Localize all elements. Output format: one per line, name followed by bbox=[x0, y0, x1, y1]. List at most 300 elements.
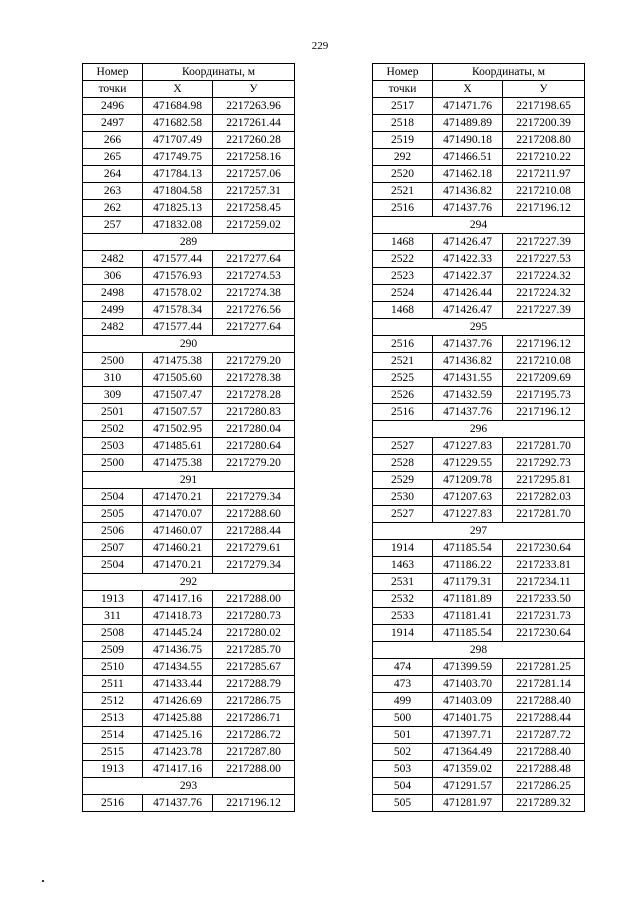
table-row bbox=[373, 268, 585, 285]
table-row bbox=[373, 608, 585, 625]
y-coordinate-cell: 2217282.03 bbox=[503, 489, 585, 506]
y-coordinate-cell: 2217211.97 bbox=[503, 166, 585, 183]
x-coordinate-cell: 471502.95 bbox=[143, 421, 213, 438]
x-coordinate-cell: 471403.70 bbox=[433, 676, 503, 693]
page-number: 229 bbox=[311, 40, 329, 52]
y-coordinate-cell: 2217210.08 bbox=[503, 183, 585, 200]
table-row bbox=[83, 489, 295, 506]
y-coordinate-cell: 2217196.12 bbox=[503, 404, 585, 421]
y-coordinate-cell: 2217288.44 bbox=[503, 710, 585, 727]
x-coordinate-cell: 471470.21 bbox=[143, 489, 213, 506]
table-row bbox=[83, 557, 295, 574]
table-row bbox=[83, 710, 295, 727]
x-coordinate-cell: 471181.41 bbox=[433, 608, 503, 625]
y-coordinate-cell: 2217288.44 bbox=[213, 523, 295, 540]
point-number-cell: 2521 bbox=[373, 183, 433, 200]
table-row bbox=[373, 115, 585, 132]
point-number-cell: 2501 bbox=[83, 404, 143, 421]
point-number-cell: 2527 bbox=[373, 506, 433, 523]
x-coordinate-cell: 471470.07 bbox=[143, 506, 213, 523]
point-number-cell: 2531 bbox=[373, 574, 433, 591]
table-row bbox=[373, 234, 585, 251]
table-row bbox=[83, 217, 295, 234]
point-number-cell: 2513 bbox=[83, 710, 143, 727]
point-number-cell: 502 bbox=[373, 744, 433, 761]
y-coordinate-cell: 2217292.73 bbox=[503, 455, 585, 472]
y-coordinate-cell: 2217259.02 bbox=[213, 217, 295, 234]
table-row bbox=[83, 727, 295, 744]
y-coordinate-cell: 2217279.61 bbox=[213, 540, 295, 557]
y-coordinate-cell: 2217287.72 bbox=[503, 727, 585, 744]
y-coordinate-cell: 2217210.22 bbox=[503, 149, 585, 166]
x-coordinate-cell: 471432.59 bbox=[433, 387, 503, 404]
point-number-cell: 2498 bbox=[83, 285, 143, 302]
point-number-cell: 2499 bbox=[83, 302, 143, 319]
point-number-cell: 2500 bbox=[83, 455, 143, 472]
x-column-header: X bbox=[143, 81, 213, 98]
y-coordinate-cell: 2217258.16 bbox=[213, 149, 295, 166]
x-coordinate-cell: 471229.55 bbox=[433, 455, 503, 472]
x-coordinate-cell: 471490.18 bbox=[433, 132, 503, 149]
point-number-cell: 2496 bbox=[83, 98, 143, 115]
point-number-cell: 504 bbox=[373, 778, 433, 795]
coordinates-header: Координаты, м bbox=[143, 64, 295, 81]
table-row bbox=[83, 268, 295, 285]
x-column-header: X bbox=[433, 81, 503, 98]
table-row bbox=[373, 557, 585, 574]
point-number-header bbox=[373, 64, 433, 81]
point-number-cell: 2528 bbox=[373, 455, 433, 472]
point-number-cell: 1463 bbox=[373, 557, 433, 574]
x-coordinate-cell: 471434.55 bbox=[143, 659, 213, 676]
point-number-header-line1: Номер bbox=[386, 65, 419, 78]
point-number-cell: 2532 bbox=[373, 591, 433, 608]
y-coordinate-cell: 2217233.50 bbox=[503, 591, 585, 608]
y-coordinate-cell: 2217286.71 bbox=[213, 710, 295, 727]
y-coordinate-cell: 2217295.81 bbox=[503, 472, 585, 489]
x-coordinate-cell: 471475.38 bbox=[143, 455, 213, 472]
table-row bbox=[373, 659, 585, 676]
y-coordinate-cell: 2217196.12 bbox=[503, 200, 585, 217]
table-row bbox=[373, 727, 585, 744]
y-coordinate-cell: 2217198.65 bbox=[503, 98, 585, 115]
point-number-cell: 2527 bbox=[373, 438, 433, 455]
y-coordinate-cell: 2217288.48 bbox=[503, 761, 585, 778]
point-number-cell: 266 bbox=[83, 132, 143, 149]
point-number-cell: 1468 bbox=[373, 234, 433, 251]
y-coordinate-cell: 2217279.20 bbox=[213, 353, 295, 370]
point-number-cell: 2510 bbox=[83, 659, 143, 676]
section-number: 297 bbox=[373, 523, 585, 540]
y-coordinate-cell: 2217279.34 bbox=[213, 489, 295, 506]
table-row bbox=[83, 285, 295, 302]
table-row bbox=[373, 302, 585, 319]
table-row bbox=[83, 659, 295, 676]
point-number-cell: 311 bbox=[83, 608, 143, 625]
table-row bbox=[83, 693, 295, 710]
section-row bbox=[373, 642, 585, 659]
table-row bbox=[373, 132, 585, 149]
table-row bbox=[373, 353, 585, 370]
x-coordinate-cell: 471460.21 bbox=[143, 540, 213, 557]
x-coordinate-cell: 471181.89 bbox=[433, 591, 503, 608]
y-coordinate-cell: 2217227.39 bbox=[503, 234, 585, 251]
point-number-cell: 1913 bbox=[83, 761, 143, 778]
section-row bbox=[373, 217, 585, 234]
x-coordinate-cell: 471505.60 bbox=[143, 370, 213, 387]
section-row bbox=[83, 574, 295, 591]
table-row bbox=[373, 251, 585, 268]
x-coordinate-cell: 471489.89 bbox=[433, 115, 503, 132]
y-coordinate-cell: 2217280.04 bbox=[213, 421, 295, 438]
point-number-cell: 2533 bbox=[373, 608, 433, 625]
y-coordinate-cell: 2217210.08 bbox=[503, 353, 585, 370]
y-coordinate-cell: 2217281.70 bbox=[503, 506, 585, 523]
y-coordinate-cell: 2217234.11 bbox=[503, 574, 585, 591]
y-coordinate-cell: 2217227.53 bbox=[503, 251, 585, 268]
point-number-cell: 473 bbox=[373, 676, 433, 693]
table-row bbox=[83, 166, 295, 183]
x-coordinate-cell: 471462.18 bbox=[433, 166, 503, 183]
table-row bbox=[373, 574, 585, 591]
x-coordinate-cell: 471445.24 bbox=[143, 625, 213, 642]
x-coordinate-cell: 471485.61 bbox=[143, 438, 213, 455]
table-row bbox=[373, 540, 585, 557]
y-coordinate-cell: 2217287.80 bbox=[213, 744, 295, 761]
point-number-cell: 2504 bbox=[83, 557, 143, 574]
table-row bbox=[83, 761, 295, 778]
point-number-cell: 2516 bbox=[373, 336, 433, 353]
table-row bbox=[83, 200, 295, 217]
table-row bbox=[83, 353, 295, 370]
point-number-cell: 505 bbox=[373, 795, 433, 812]
point-number-cell: 292 bbox=[373, 149, 433, 166]
y-coordinate-cell: 2217286.75 bbox=[213, 693, 295, 710]
y-coordinate-cell: 2217289.32 bbox=[503, 795, 585, 812]
x-coordinate-cell: 471422.37 bbox=[433, 268, 503, 285]
table-row bbox=[83, 370, 295, 387]
table-row bbox=[373, 183, 585, 200]
point-number-cell: 474 bbox=[373, 659, 433, 676]
x-coordinate-cell: 471436.75 bbox=[143, 642, 213, 659]
x-coordinate-cell: 471804.58 bbox=[143, 183, 213, 200]
x-coordinate-cell: 471475.38 bbox=[143, 353, 213, 370]
point-number-cell: 1914 bbox=[373, 540, 433, 557]
y-coordinate-cell: 2217288.79 bbox=[213, 676, 295, 693]
point-number-cell: 2526 bbox=[373, 387, 433, 404]
point-number-cell: 2500 bbox=[83, 353, 143, 370]
y-coordinate-cell: 2217231.73 bbox=[503, 608, 585, 625]
y-coordinate-cell: 2217224.32 bbox=[503, 268, 585, 285]
table-row bbox=[83, 387, 295, 404]
x-coordinate-cell: 471437.76 bbox=[143, 795, 213, 812]
table-row bbox=[83, 438, 295, 455]
x-coordinate-cell: 471418.73 bbox=[143, 608, 213, 625]
point-number-header bbox=[83, 64, 143, 81]
table-row bbox=[373, 506, 585, 523]
section-number: 290 bbox=[83, 336, 295, 353]
y-coordinate-cell: 2217288.00 bbox=[213, 761, 295, 778]
y-coordinate-cell: 2217288.60 bbox=[213, 506, 295, 523]
x-coordinate-cell: 471185.54 bbox=[433, 540, 503, 557]
table-row bbox=[83, 132, 295, 149]
x-coordinate-cell: 471507.57 bbox=[143, 404, 213, 421]
x-coordinate-cell: 471397.71 bbox=[433, 727, 503, 744]
x-coordinate-cell: 471401.75 bbox=[433, 710, 503, 727]
y-coordinate-cell: 2217285.70 bbox=[213, 642, 295, 659]
y-coordinate-cell: 2217277.64 bbox=[213, 319, 295, 336]
table-row bbox=[373, 778, 585, 795]
point-number-cell: 499 bbox=[373, 693, 433, 710]
point-number-cell: 2523 bbox=[373, 268, 433, 285]
point-number-cell: 2511 bbox=[83, 676, 143, 693]
y-coordinate-cell: 2217280.83 bbox=[213, 404, 295, 421]
y-coordinate-cell: 2217196.12 bbox=[213, 795, 295, 812]
point-number-cell: 2505 bbox=[83, 506, 143, 523]
y-coordinate-cell: 2217196.12 bbox=[503, 336, 585, 353]
x-coordinate-cell: 471399.59 bbox=[433, 659, 503, 676]
y-coordinate-cell: 2217208.80 bbox=[503, 132, 585, 149]
table-body bbox=[373, 98, 585, 812]
table-row bbox=[83, 404, 295, 421]
table-row bbox=[373, 744, 585, 761]
y-coordinate-cell: 2217277.64 bbox=[213, 251, 295, 268]
point-number-cell: 263 bbox=[83, 183, 143, 200]
table-row bbox=[373, 489, 585, 506]
x-coordinate-cell: 471577.44 bbox=[143, 319, 213, 336]
section-number: 294 bbox=[373, 217, 585, 234]
table-row bbox=[373, 795, 585, 812]
x-coordinate-cell: 471425.88 bbox=[143, 710, 213, 727]
table-row bbox=[83, 744, 295, 761]
point-number-cell: 2518 bbox=[373, 115, 433, 132]
y-coordinate-cell: 2217257.06 bbox=[213, 166, 295, 183]
table-row bbox=[83, 115, 295, 132]
x-coordinate-cell: 471425.16 bbox=[143, 727, 213, 744]
x-coordinate-cell: 471749.75 bbox=[143, 149, 213, 166]
point-number-cell: 1914 bbox=[373, 625, 433, 642]
y-coordinate-cell: 2217209.69 bbox=[503, 370, 585, 387]
point-number-cell: 2508 bbox=[83, 625, 143, 642]
table-row bbox=[83, 149, 295, 166]
stray-mark bbox=[42, 880, 44, 882]
x-coordinate-cell: 471460.07 bbox=[143, 523, 213, 540]
y-coordinate-cell: 2217224.32 bbox=[503, 285, 585, 302]
table-row bbox=[373, 370, 585, 387]
point-number-header-line1: Номер bbox=[96, 65, 129, 78]
y-coordinate-cell: 2217278.28 bbox=[213, 387, 295, 404]
x-coordinate-cell: 471423.78 bbox=[143, 744, 213, 761]
section-row bbox=[83, 778, 295, 795]
point-number-cell: 2512 bbox=[83, 693, 143, 710]
x-coordinate-cell: 471684.98 bbox=[143, 98, 213, 115]
table-row bbox=[83, 421, 295, 438]
y-coordinate-cell: 2217274.38 bbox=[213, 285, 295, 302]
table-row bbox=[373, 693, 585, 710]
table-row bbox=[83, 608, 295, 625]
y-coordinate-cell: 2217285.67 bbox=[213, 659, 295, 676]
x-coordinate-cell: 471227.83 bbox=[433, 506, 503, 523]
section-number: 293 bbox=[83, 778, 295, 795]
y-coordinate-cell: 2217276.56 bbox=[213, 302, 295, 319]
x-coordinate-cell: 471471.76 bbox=[433, 98, 503, 115]
section-number: 295 bbox=[373, 319, 585, 336]
x-coordinate-cell: 471364.49 bbox=[433, 744, 503, 761]
x-coordinate-cell: 471784.13 bbox=[143, 166, 213, 183]
table-row bbox=[373, 472, 585, 489]
table-row bbox=[373, 404, 585, 421]
coordinates-header: Координаты, м bbox=[433, 64, 585, 81]
point-number-cell: 2515 bbox=[83, 744, 143, 761]
point-number-header-line2: точки bbox=[83, 81, 143, 98]
x-coordinate-cell: 471185.54 bbox=[433, 625, 503, 642]
table-row bbox=[83, 455, 295, 472]
point-number-cell: 2525 bbox=[373, 370, 433, 387]
table-row bbox=[83, 540, 295, 557]
x-coordinate-cell: 471437.76 bbox=[433, 200, 503, 217]
point-number-cell: 309 bbox=[83, 387, 143, 404]
y-coordinate-cell: 2217288.40 bbox=[503, 693, 585, 710]
point-number-cell: 2482 bbox=[83, 319, 143, 336]
x-coordinate-cell: 471426.47 bbox=[433, 234, 503, 251]
point-number-cell: 2516 bbox=[83, 795, 143, 812]
table-row bbox=[373, 166, 585, 183]
table-row bbox=[83, 302, 295, 319]
point-number-cell: 2522 bbox=[373, 251, 433, 268]
section-row bbox=[373, 523, 585, 540]
table-row bbox=[373, 285, 585, 302]
point-number-cell: 2504 bbox=[83, 489, 143, 506]
point-number-cell: 1468 bbox=[373, 302, 433, 319]
x-coordinate-cell: 471832.08 bbox=[143, 217, 213, 234]
point-number-cell: 2516 bbox=[373, 200, 433, 217]
x-coordinate-cell: 471426.69 bbox=[143, 693, 213, 710]
x-coordinate-cell: 471426.47 bbox=[433, 302, 503, 319]
table-row bbox=[373, 761, 585, 778]
table-row bbox=[83, 506, 295, 523]
table-row bbox=[373, 438, 585, 455]
y-coordinate-cell: 2217279.34 bbox=[213, 557, 295, 574]
point-number-cell: 257 bbox=[83, 217, 143, 234]
table-row bbox=[373, 676, 585, 693]
x-coordinate-cell: 471291.57 bbox=[433, 778, 503, 795]
point-number-cell: 2497 bbox=[83, 115, 143, 132]
section-number: 296 bbox=[373, 421, 585, 438]
x-coordinate-cell: 471426.44 bbox=[433, 285, 503, 302]
y-coordinate-cell: 2217280.64 bbox=[213, 438, 295, 455]
table-row bbox=[373, 149, 585, 166]
point-number-cell: 2529 bbox=[373, 472, 433, 489]
y-coordinate-cell: 2217288.40 bbox=[503, 744, 585, 761]
section-row bbox=[83, 472, 295, 489]
point-number-header-line2: точки bbox=[373, 81, 433, 98]
section-row bbox=[373, 319, 585, 336]
point-number-cell: 503 bbox=[373, 761, 433, 778]
x-coordinate-cell: 471578.02 bbox=[143, 285, 213, 302]
y-coordinate-cell: 2217288.00 bbox=[213, 591, 295, 608]
x-coordinate-cell: 471433.44 bbox=[143, 676, 213, 693]
point-number-cell: 262 bbox=[83, 200, 143, 217]
y-coordinate-cell: 2217281.14 bbox=[503, 676, 585, 693]
x-coordinate-cell: 471186.22 bbox=[433, 557, 503, 574]
table-row bbox=[373, 387, 585, 404]
point-number-cell: 2514 bbox=[83, 727, 143, 744]
y-coordinate-cell: 2217274.53 bbox=[213, 268, 295, 285]
point-number-cell: 306 bbox=[83, 268, 143, 285]
table-row bbox=[373, 200, 585, 217]
table-body bbox=[83, 98, 295, 812]
x-coordinate-cell: 471227.83 bbox=[433, 438, 503, 455]
y-coordinate-cell: 2217195.73 bbox=[503, 387, 585, 404]
table-row bbox=[373, 336, 585, 353]
point-number-cell: 2519 bbox=[373, 132, 433, 149]
point-number-cell: 2524 bbox=[373, 285, 433, 302]
coordinates-table-left bbox=[82, 63, 295, 812]
x-coordinate-cell: 471422.33 bbox=[433, 251, 503, 268]
point-number-cell: 2516 bbox=[373, 404, 433, 421]
table-row bbox=[373, 625, 585, 642]
y-coordinate-cell: 2217280.73 bbox=[213, 608, 295, 625]
y-coordinate-cell: 2217230.64 bbox=[503, 540, 585, 557]
y-coordinate-cell: 2217281.70 bbox=[503, 438, 585, 455]
x-coordinate-cell: 471431.55 bbox=[433, 370, 503, 387]
section-number: 289 bbox=[83, 234, 295, 251]
x-coordinate-cell: 471281.97 bbox=[433, 795, 503, 812]
y-coordinate-cell: 2217286.72 bbox=[213, 727, 295, 744]
section-number: 291 bbox=[83, 472, 295, 489]
point-number-cell: 2507 bbox=[83, 540, 143, 557]
point-number-cell: 2530 bbox=[373, 489, 433, 506]
table-row bbox=[83, 676, 295, 693]
point-number-cell: 310 bbox=[83, 370, 143, 387]
x-coordinate-cell: 471403.09 bbox=[433, 693, 503, 710]
table-row bbox=[373, 98, 585, 115]
x-coordinate-cell: 471437.76 bbox=[433, 336, 503, 353]
table-row bbox=[83, 625, 295, 642]
point-number-cell: 2502 bbox=[83, 421, 143, 438]
section-row bbox=[83, 336, 295, 353]
point-number-cell: 265 bbox=[83, 149, 143, 166]
point-number-cell: 2503 bbox=[83, 438, 143, 455]
x-coordinate-cell: 471359.02 bbox=[433, 761, 503, 778]
x-coordinate-cell: 471417.16 bbox=[143, 761, 213, 778]
section-row bbox=[83, 234, 295, 251]
x-coordinate-cell: 471576.93 bbox=[143, 268, 213, 285]
y-coordinate-cell: 2217261.44 bbox=[213, 115, 295, 132]
point-number-cell: 500 bbox=[373, 710, 433, 727]
point-number-cell: 2506 bbox=[83, 523, 143, 540]
y-coordinate-cell: 2217258.45 bbox=[213, 200, 295, 217]
table-row bbox=[373, 710, 585, 727]
y-coordinate-cell: 2217200.39 bbox=[503, 115, 585, 132]
point-number-cell: 2517 bbox=[373, 98, 433, 115]
x-coordinate-cell: 471209.78 bbox=[433, 472, 503, 489]
x-coordinate-cell: 471577.44 bbox=[143, 251, 213, 268]
x-coordinate-cell: 471417.16 bbox=[143, 591, 213, 608]
table-row bbox=[83, 642, 295, 659]
point-number-cell: 2521 bbox=[373, 353, 433, 370]
y-coordinate-cell: 2217263.96 bbox=[213, 98, 295, 115]
y-coordinate-cell: 2217257.31 bbox=[213, 183, 295, 200]
y-coordinate-cell: 2217286.25 bbox=[503, 778, 585, 795]
x-coordinate-cell: 471179.31 bbox=[433, 574, 503, 591]
x-coordinate-cell: 471466.51 bbox=[433, 149, 503, 166]
table-row bbox=[83, 251, 295, 268]
section-row bbox=[373, 421, 585, 438]
point-number-cell: 1913 bbox=[83, 591, 143, 608]
y-coordinate-cell: 2217260.28 bbox=[213, 132, 295, 149]
table-row bbox=[83, 591, 295, 608]
